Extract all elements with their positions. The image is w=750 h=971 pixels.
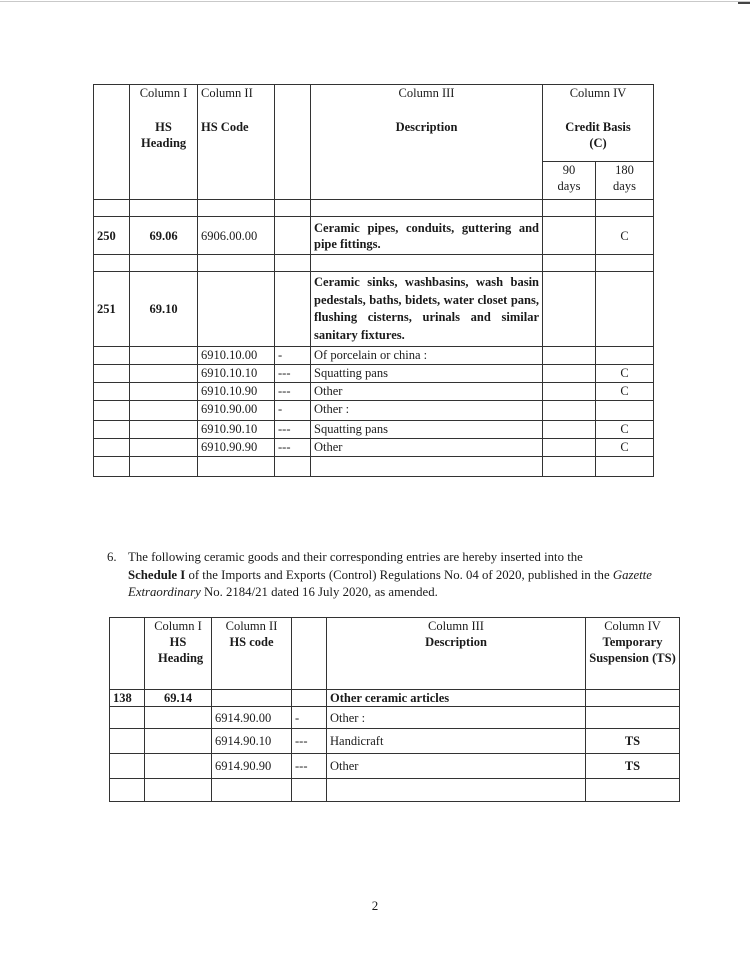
header-col3 [311, 85, 543, 200]
col1-title: HS Heading [141, 120, 187, 150]
page-number: 2 [371, 898, 379, 913]
page-top-edge [0, 1, 750, 2]
table-row: 6910.90.00 - Other : [94, 401, 654, 421]
page-corner-mark [738, 2, 750, 4]
table-row: 250 69.06 6906.00.00 Ceramic pipes, conduits, guttering and pipe fittings. C [94, 217, 654, 255]
paragraph-number: 6. [107, 550, 117, 564]
paragraph-6: 6. The following ceramic goods and their corresponding entries are hereby inserted into the Schedule I of the Imports and Exports (Control) Regulations No. 04 of 2020, published in the Gazette Extraordinary No. 2184/21 dated 16 July 2020, as amended. [107, 550, 652, 599]
table-row: 6910.90.90 --- Other C [94, 439, 654, 457]
col3-label: Column III [398, 86, 455, 100]
sub-90-days: 90 days [543, 162, 596, 200]
schedule-ref: Schedule I [128, 567, 186, 582]
header-col3: Column III Description [327, 618, 586, 690]
col4-title: Credit Basis (C) [565, 120, 631, 150]
header-col1: Column I HS Heading [145, 618, 212, 690]
temporary-suspension-table [109, 617, 680, 802]
table-row: 6914.90.00 - Other : [110, 707, 680, 729]
table-row: 6914.90.10 --- Handicraft TS [110, 729, 680, 754]
col3-title: Description [395, 120, 458, 134]
credit-basis-table [93, 84, 654, 477]
header-col1 [130, 85, 198, 200]
table-row: 6914.90.90 --- Other TS [110, 754, 680, 779]
table-row: 6910.10.00 - Of porcelain or china : [94, 347, 654, 365]
table-row: 6910.90.10 --- Squatting pans C [94, 421, 654, 439]
header-col4: Column IV Temporary Suspension (TS) [586, 618, 680, 690]
header-col2: Column II HS code [212, 618, 292, 690]
table-row: 6910.10.90 --- Other C [94, 383, 654, 401]
gazette-ref: Gazette Extraordinary [128, 567, 652, 599]
col2-label: Column II [201, 86, 253, 100]
table-row: 251 69.10 Ceramic sinks, washbasins, wash basin pedestals, baths, bidets, water closet pans, flushing cisterns, urinals and similar sanitary fixtures. [94, 272, 654, 347]
header-no-cell [94, 85, 130, 200]
header-col4 [543, 85, 654, 162]
header-dash-cell [275, 85, 311, 200]
header-dash-cell [292, 618, 327, 690]
table-row: 138 69.14 Other ceramic articles [110, 690, 680, 707]
col2-title: HS Code [201, 120, 249, 134]
header-no-cell [110, 618, 145, 690]
col1-label: Column I [139, 86, 188, 100]
table-row: 6910.10.10 --- Squatting pans C [94, 365, 654, 383]
col4-label: Column IV [569, 86, 627, 100]
sub-180-days: 180 days [596, 162, 654, 200]
header-col2 [198, 85, 275, 200]
